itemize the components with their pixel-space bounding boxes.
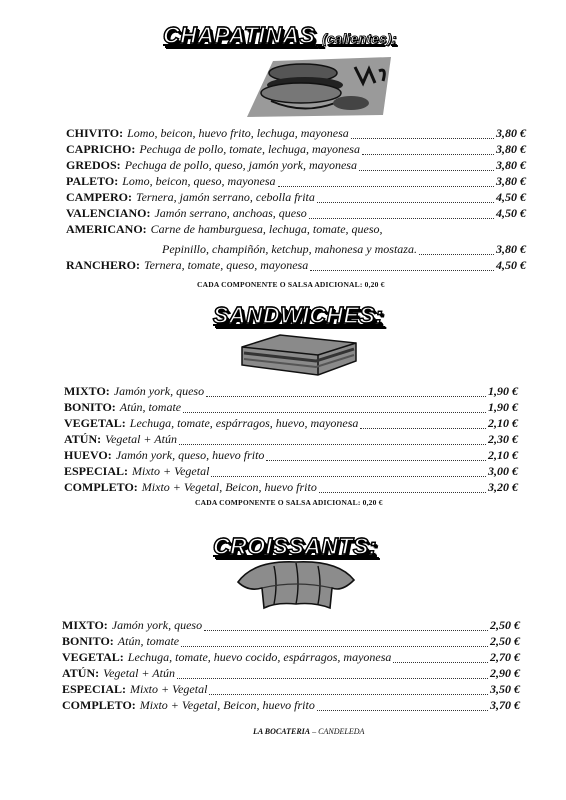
menu-item xyxy=(66,221,526,237)
item-description: Jamón york, queso xyxy=(111,618,203,632)
menu-item xyxy=(62,649,520,665)
footer-separator: – xyxy=(310,727,319,736)
menu-item xyxy=(62,681,520,697)
item-description: Vegetal + Atún xyxy=(103,666,175,680)
item-price: 2,10 € xyxy=(488,448,518,462)
menu-item xyxy=(64,431,518,447)
dot-leader xyxy=(211,466,486,477)
item-description: Pechuga de pollo, tomate, lechuga, mayonesa xyxy=(139,142,360,156)
item-name: CHIVITO: xyxy=(66,126,124,140)
dot-leader xyxy=(319,482,486,493)
menu-item xyxy=(64,399,518,415)
sandwiches-title: SANDWICHES: xyxy=(213,302,384,328)
dot-leader xyxy=(179,434,486,445)
item-description: Mixto + Vegetal xyxy=(132,464,210,478)
menu-item xyxy=(66,205,526,221)
item-price: 1,90 € xyxy=(488,400,518,414)
item-description: Ternera, tomate, queso, mayonesa xyxy=(144,258,309,272)
item-name: MIXTO: xyxy=(64,384,110,398)
menu-item xyxy=(64,383,518,399)
dot-leader xyxy=(317,192,494,203)
menu-item xyxy=(62,617,520,633)
menu-item xyxy=(62,697,520,713)
dot-leader xyxy=(266,450,486,461)
item-price: 2,30 € xyxy=(488,432,518,446)
sandwich-illustration xyxy=(240,331,358,379)
item-description: Atún, tomate xyxy=(119,400,182,414)
item-description: Vegetal + Atún xyxy=(105,432,177,446)
chapatinas-title xyxy=(163,22,397,49)
dot-leader xyxy=(204,620,488,631)
menu-item xyxy=(62,665,520,681)
dot-leader xyxy=(310,260,494,271)
croissants-list xyxy=(62,617,520,713)
menu-item xyxy=(66,173,526,189)
footer-town: CANDELEDA xyxy=(318,727,365,736)
item-price: 2,10 € xyxy=(488,416,518,430)
menu-item xyxy=(66,257,526,273)
dot-leader xyxy=(393,652,488,663)
menu-item-continuation xyxy=(66,241,526,257)
chapatinas-title-text: CHAPATINAS xyxy=(163,22,316,48)
item-price: 2,70 € xyxy=(490,650,520,664)
item-name: BONITO: xyxy=(64,400,116,414)
item-description: Mixto + Vegetal, Beicon, huevo frito xyxy=(139,698,315,712)
item-description: Pepinillo, champiñón, ketchup, mahonesa y mostaza. xyxy=(162,242,417,256)
item-name: AMERICANO: xyxy=(66,222,147,236)
item-name: HUEVO: xyxy=(64,448,112,462)
item-description: Lechuga, tomate, espárragos, huevo, mayonesa xyxy=(129,416,359,430)
dot-leader xyxy=(309,208,494,219)
dot-leader xyxy=(278,176,494,187)
item-description: Atún, tomate xyxy=(117,634,180,648)
item-description: Jamón serrano, anchoas, queso xyxy=(154,206,307,220)
menu-item xyxy=(66,157,526,173)
item-price: 2,90 € xyxy=(490,666,520,680)
item-description: Jamón york, queso xyxy=(113,384,205,398)
item-name: ESPECIAL: xyxy=(62,682,127,696)
menu-item xyxy=(64,415,518,431)
item-price: 3,80 € xyxy=(496,242,526,256)
item-price: 2,50 € xyxy=(490,618,520,632)
dot-leader xyxy=(206,386,486,397)
dot-leader xyxy=(177,668,488,679)
dot-leader xyxy=(419,244,494,255)
item-price: 4,50 € xyxy=(496,258,526,272)
dot-leader xyxy=(360,418,486,429)
dot-leader xyxy=(362,144,494,155)
item-name: ESPECIAL: xyxy=(64,464,129,478)
item-name: COMPLETO: xyxy=(62,698,136,712)
menu-item xyxy=(66,141,526,157)
dot-leader xyxy=(209,684,488,695)
menu-item xyxy=(66,125,526,141)
item-price: 3,80 € xyxy=(496,142,526,156)
item-price: 4,50 € xyxy=(496,190,526,204)
item-name: ATÚN: xyxy=(62,666,100,680)
item-name: BONITO: xyxy=(62,634,114,648)
chapatinas-list xyxy=(66,125,526,273)
item-name: RANCHERO: xyxy=(66,258,140,272)
item-name: ATÚN: xyxy=(64,432,102,446)
dot-leader xyxy=(181,636,488,647)
item-price: 3,80 € xyxy=(496,174,526,188)
item-price: 3,50 € xyxy=(490,682,520,696)
menu-item xyxy=(64,479,518,495)
menu-item xyxy=(64,447,518,463)
item-name: COMPLETO: xyxy=(64,480,138,494)
item-price: 3,20 € xyxy=(488,480,518,494)
dot-leader xyxy=(183,402,486,413)
item-name: VALENCIANO: xyxy=(66,206,151,220)
footer xyxy=(253,727,364,736)
extra-component-note: CADA COMPONENTE O SALSA ADICIONAL: 0,20 € xyxy=(197,280,385,289)
item-price: 3,70 € xyxy=(490,698,520,712)
item-price: 4,50 € xyxy=(496,206,526,220)
item-description: Carne de hamburguesa, lechuga, tomate, queso, xyxy=(150,222,383,236)
item-price: 3,80 € xyxy=(496,158,526,172)
item-name: CAPRICHO: xyxy=(66,142,136,156)
extra-component-note: CADA COMPONENTE O SALSA ADICIONAL: 0,20 € xyxy=(195,498,383,507)
croissant-illustration xyxy=(234,558,358,612)
item-name: CAMPERO: xyxy=(66,190,132,204)
sandwiches-list xyxy=(64,383,518,495)
menu-item xyxy=(66,189,526,205)
item-name: VEGETAL: xyxy=(62,650,124,664)
item-price: 3,00 € xyxy=(488,464,518,478)
item-name: MIXTO: xyxy=(62,618,108,632)
item-description: Lechuga, tomate, huevo cocido, espárragos, mayonesa xyxy=(127,650,392,664)
item-name: VEGETAL: xyxy=(64,416,126,430)
item-description: Lomo, beicon, huevo frito, lechuga, mayonesa xyxy=(127,126,349,140)
menu-item xyxy=(64,463,518,479)
item-price: 3,80 € xyxy=(496,126,526,140)
menu-item xyxy=(62,633,520,649)
item-description: Jamón york, queso, huevo frito xyxy=(115,448,265,462)
item-name: PALETO: xyxy=(66,174,119,188)
item-description: Lomo, beicon, queso, mayonesa xyxy=(122,174,276,188)
croissants-title: CROISSANTS: xyxy=(213,533,377,559)
item-description: Mixto + Vegetal, Beicon, huevo frito xyxy=(141,480,317,494)
item-description: Ternera, jamón serrano, cebolla frita xyxy=(136,190,315,204)
item-price: 1,90 € xyxy=(488,384,518,398)
sandwich-roll-illustration xyxy=(243,57,391,117)
item-price: 2,50 € xyxy=(490,634,520,648)
dot-leader xyxy=(317,700,488,711)
footer-brand: LA BOCATERIA xyxy=(253,727,311,736)
chapatinas-subtitle: (calientes): xyxy=(322,31,397,46)
item-description: Mixto + Vegetal xyxy=(130,682,208,696)
item-description: Pechuga de pollo, queso, jamón york, mayonesa xyxy=(124,158,357,172)
dot-leader xyxy=(351,128,494,139)
dot-leader xyxy=(359,160,494,171)
item-name: GREDOS: xyxy=(66,158,121,172)
